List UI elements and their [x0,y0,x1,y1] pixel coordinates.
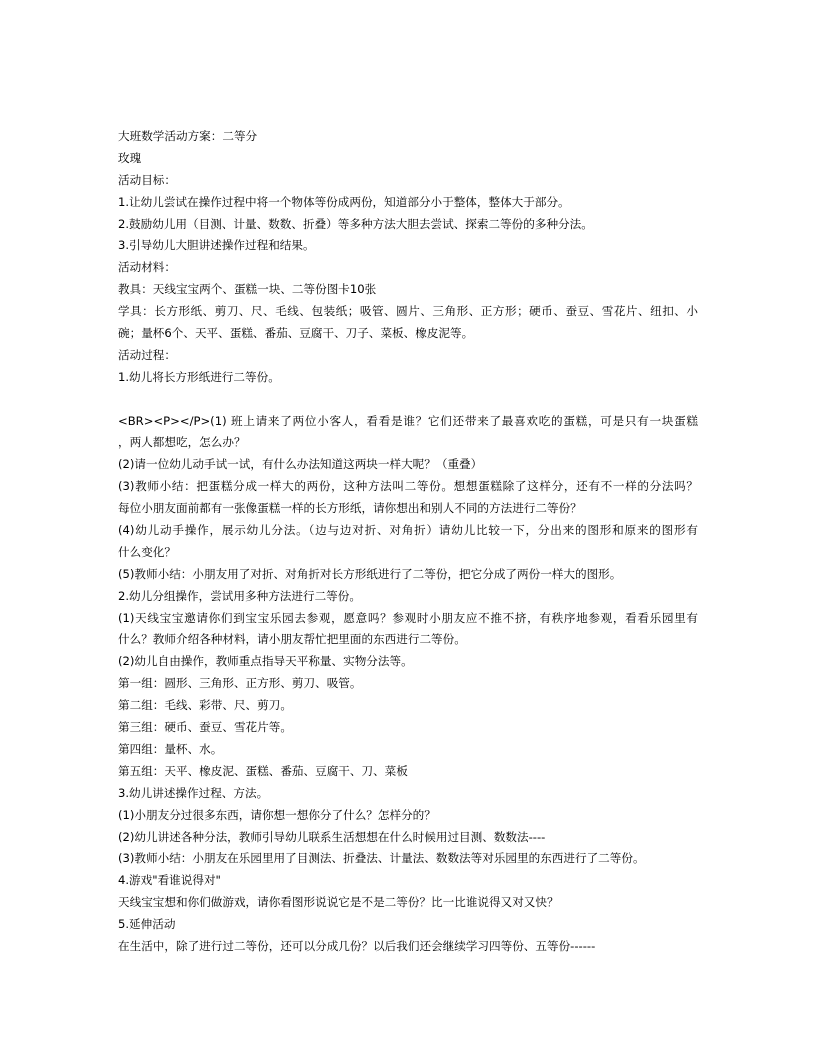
paragraph-line: 碗；量杯6个、天平、蛋糕、番茄、豆腐干、刀子、菜板、橡皮泥等。 [118,326,474,341]
section-heading-goals: 活动目标： [118,172,176,187]
paragraph-line: (1)小朋友分过很多东西，请你想一想你分了什么？怎样分的？ [118,807,436,822]
document-body [118,126,698,958]
paragraph-line: (2)幼儿讲述各种分法，教师引导幼儿联系生活想想在什么时候用过目测、数数法---- [118,829,546,844]
section-heading-materials: 活动材料： [118,260,176,275]
paragraph-line: 什么？教师介绍各种材料，请小朋友帮忙把里面的东西进行二等份。 [118,632,466,647]
paragraph-line: 在生活中，除了进行过二等份，还可以分成几份？以后我们还会继续学习四等份、五等份------ [118,938,596,953]
paragraph-line: 3.幼儿讲述操作过程、方法。 [118,785,269,800]
paragraph-line: (4)幼儿动手操作，展示幼儿分法。（边与边对折、对角折）请幼儿比较一下，分出来的图形和原来的图形有 [118,523,698,538]
list-item: 第四组：量杯、水。 [118,741,223,756]
paragraph-line: <BR><P></P>(1) 班上请来了两位小客人，看看是谁？它们还带来了最喜欢吃的蛋糕，可是只有一块蛋糕 [118,413,698,428]
paragraph-line: (2)幼儿自由操作，教师重点指导天平称量、实物分法等。 [118,654,413,669]
list-item: 第五组：天平、橡皮泥、蛋糕、番茄、豆腐干、刀、菜板 [118,763,408,778]
paragraph-line: 4.游戏"看谁说得对" [118,873,221,888]
list-item: 第二组：毛线、彩带、尺、剪刀。 [118,698,292,713]
paragraph-line: 1.幼儿将长方形纸进行二等份。 [118,369,280,384]
paragraph-line: 5.延伸活动 [118,917,176,932]
section-heading-process: 活动过程： [118,347,176,362]
paragraph-line: 1.让幼儿尝试在操作过程中将一个物体等份成两份，知道部分小于整体，整体大于部分。 [118,194,570,209]
paragraph-line: 2.鼓励幼儿用（目测、计量、数数、折叠）等多种方法大胆去尝试、探索二等份的多种分法。 [118,216,593,231]
paragraph-line: (1)天线宝宝邀请你们到宝宝乐园去参观，愿意吗？参观时小朋友应不推不挤，有秩序地参观，看看乐园里有 [118,610,698,625]
paragraph-line: 天线宝宝想和你们做游戏，请你看图形说说它是不是二等份？比一比谁说得又对又快？ [118,895,559,910]
paragraph-line: 学具：长方形纸、剪刀、尺、毛线、包装纸；吸管、圆片、三角形、正方形；硬币、蚕豆、雪花片、纽扣、小 [118,304,698,319]
doc-title: 大班数学活动方案：二等分 [118,129,258,143]
doc-author: 玫瑰 [118,150,142,165]
paragraph-line: (5)教师小结：小朋友用了对折、对角折对长方形纸进行了二等份，把它分成了两份一样大的图形。 [118,566,622,581]
paragraph-line: ，两人都想吃，怎么办？ [118,435,246,450]
list-item: 第三组：硬币、蚕豆、雪花片等。 [118,720,292,735]
paragraph-line: 2.幼儿分组操作，尝试用多种方法进行二等份。 [118,588,361,603]
paragraph-line: (3)教师小结：小朋友在乐园里用了目测法、折叠法、计量法、数数法等对乐园里的东西进行了二等份。 [118,851,645,866]
paragraph-line: (2)请一位幼儿动手试一试，有什么办法知道这两块一样大呢？（重叠） [118,457,483,472]
paragraph-line: 教具：天线宝宝两个、蛋糕一块、二等份图卡10张 [118,282,377,297]
paragraph-line: 每位小朋友面前都有一张像蛋糕一样的长方形纸，请你想出和别人不同的方法进行二等份？ [118,501,582,516]
paragraph-line: (3)教师小结：把蛋糕分成一样大的两份，这种方法叫二等份。想想蛋糕除了这样分，还有不一样的分法吗？ [118,479,698,494]
paragraph-line: 3.引导幼儿大胆讲述操作过程和结果。 [118,238,315,253]
paragraph-line: 什么变化？ [118,544,176,559]
blank-line [118,389,698,411]
list-item: 第一组：圆形、三角形、正方形、剪刀、吸管。 [118,676,362,691]
